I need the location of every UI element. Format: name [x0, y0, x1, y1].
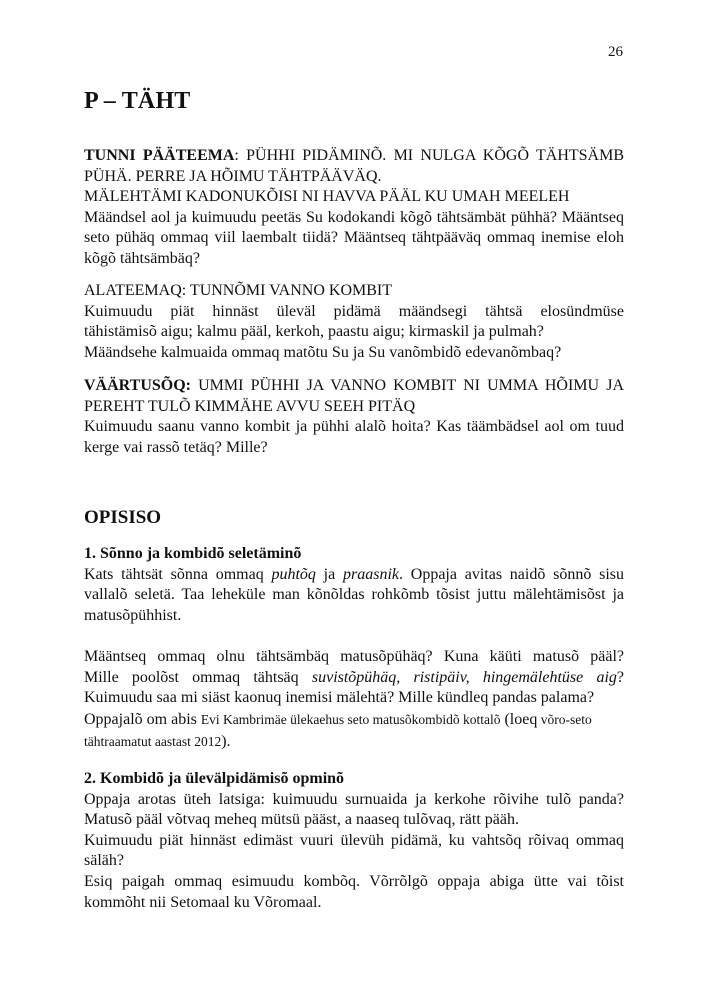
- p2-line4-reference: Evi Kambrimäe ülekaehus seto matusõkombidõ kottalõ: [200, 711, 501, 727]
- values-block: [84, 376, 624, 458]
- main-theme-block: [84, 146, 624, 270]
- item-1-p2-line1: Määntseq ommaq olnu tähtsämbäq matusõpühäq? Kuna käüti matusõ pääl?: [84, 648, 624, 665]
- item-2-line1: Oppaja arotas üteh latsiga: kuimuudu surnuaida ja kerkohe rõivihe tulõ panda?: [84, 790, 624, 808]
- item-1-heading: 1. Sõnno ja kombidõ seletäminõ: [84, 545, 302, 562]
- item-1-p2-line4: [84, 709, 624, 753]
- section-heading: OPISISO: [84, 507, 162, 528]
- item-1-text-a: Kats tähtsät sõnna ommaq: [84, 565, 272, 583]
- p2-line4-paren-close: ).: [221, 732, 231, 750]
- item-2-line4: Esiq paigah ommaq esimuudu kombõq. Võrrõlgõ oppaja abiga ütte vai tõist kommõht nii Setomaal ku Võromaal.: [84, 872, 624, 911]
- item-1-paragraph-1: [84, 565, 624, 627]
- p2-line2-end: ?: [616, 668, 624, 686]
- subtheme-line3: Määndsehe kalmuaida ommaq matõtu Su ja Su vanõmbidõ edevanõmbaq?: [84, 343, 562, 361]
- subtheme-heading: ALATEEMAQ: TUNNÕMI VANNO KOMBIT: [84, 282, 392, 299]
- values-label: VÄÄRTUSÕQ:: [84, 377, 191, 394]
- item-2: [84, 769, 624, 913]
- p2-line4-loeq: loeq: [509, 710, 538, 728]
- item-1-p2-line3: Kuimuudu saa mi siäst kaonuq inemisi mälehtä? Mille kündleq pandas palama?: [84, 689, 595, 707]
- term-praasnik: praasnik: [343, 565, 399, 583]
- section-heading-wrap: [84, 508, 624, 529]
- main-theme-text-1: PÜHHI PIDÄMINÕ. MI NULGA KÕGÕ TÄHTSÄMB: [246, 147, 625, 164]
- subtheme-line2: tähistämisõ aigu; kalmu pääl, kerkoh, paastu aigu; kirmaskil ja pulmah?: [84, 323, 544, 341]
- values-text: UMMI PÜHHI JA VANNO KOMBIT NI UMMA HÕIMU JA PEREHT TULÕ KIMMÄHE AVVU SEEH PITÄQ: [84, 377, 624, 415]
- main-theme-line1: [84, 146, 624, 167]
- subtheme-line1: Kuimuudu piät hinnäst üleväl pidämä määndsegi tähtsä elosündmüse: [84, 302, 624, 320]
- item-1-text-b: ja: [315, 565, 343, 583]
- item-2-line3: Kuimuudu piät hinnäst edimäst vuuri ülevüh pidämä, ku vahtsõq rõivaq ommaq säläh?: [84, 831, 624, 870]
- p2-line4-paren-open: (: [500, 710, 510, 728]
- item-1: [84, 544, 624, 626]
- main-theme-label: TUNNI PÄÄTEEMA: [84, 147, 235, 164]
- item-1-p2-line2: [84, 668, 624, 689]
- item-1-text-c: . Oppaja avitas naidõ sõnnõ sisu vallalõ seletä. Taa leheküle man kõnõldas rohkõmb tõsist juttu mälehtämisõst ja matusõpühhist.: [84, 565, 625, 624]
- item-2-heading: 2. Kombidõ ja ülevälpidämisõ opminõ: [84, 770, 345, 787]
- item-1-paragraph-2: [84, 647, 624, 753]
- p2-line2-text: Mille poolõst ommaq tähtsäq: [84, 668, 312, 686]
- values-questions: Kuimuudu saanu vanno kombit ja pühhi alalõ hoita? Kas täämbädsel aol om tuud kerge vai rassõ tetäq? Mille?: [84, 418, 624, 456]
- p2-line4-reference-2: võro-seto tähtraamatut aastast 2012: [84, 711, 592, 749]
- term-puhtoq: puhtõq: [271, 565, 316, 583]
- main-theme-separator: :: [234, 147, 247, 164]
- subtheme-block: [84, 281, 624, 363]
- p2-line4-text-a: Oppajalõ om abis: [84, 710, 201, 728]
- values-heading: [84, 376, 624, 417]
- main-theme-line2: PÜHÄ. PERRE JA HÕIMU TÄHTPÄÄVÄQ.: [84, 167, 382, 185]
- item-2-line2: Matusõ pääl võtvaq meheq mütsü pääst, a naaseq tulõvaq, rätt pääh.: [84, 811, 519, 829]
- p2-line2-italic: suvistõpühäq, ristipäiv, hingemälehtüse aig: [311, 668, 617, 686]
- main-theme-questions: Määndsel aol ja kuimuudu peetäs Su kodokandi kõgõ tähtsämbät pühhä? Määntseq seto pühäq ommaq viil laembalt tiidä? Määntseq tähtpääväq ommaq inemise eloh kõgõ tähtsämbäq?: [84, 208, 624, 267]
- main-theme-line3: MÄLEHTÄMI KADONUKÕISI NI HAVVA PÄÄL KU UMAH MEELEH: [84, 188, 570, 206]
- page-title: P – TÄHT: [84, 88, 191, 114]
- page-number: 26: [608, 44, 623, 60]
